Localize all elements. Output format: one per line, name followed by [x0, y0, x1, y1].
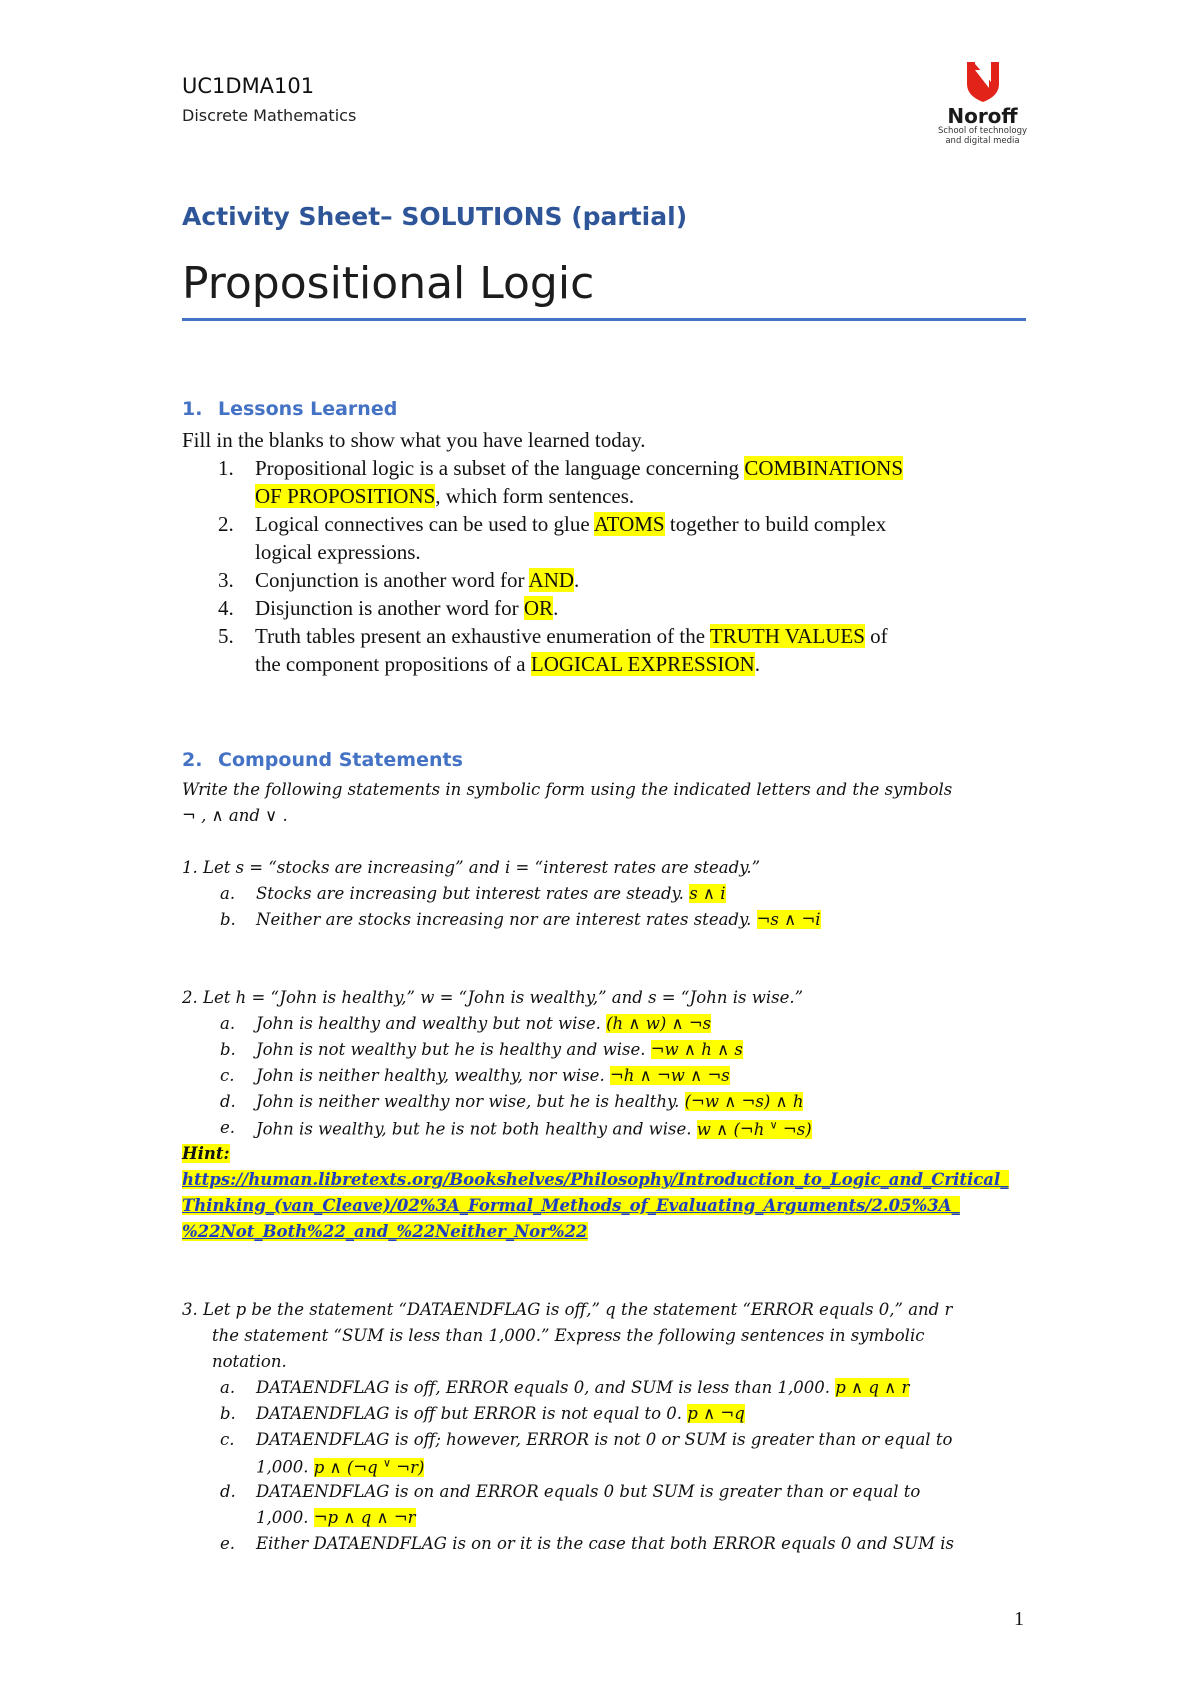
section-2-symbols: ¬ , ∧ and ∨ . [182, 806, 288, 825]
part-text: Neither are stocks increasing nor are interest rates steady. ¬s ∧ ¬i [256, 910, 821, 929]
page-number: 1 [1014, 1608, 1024, 1630]
hint-link[interactable] [182, 1170, 1009, 1189]
section-2-title: Compound Statements [218, 749, 463, 771]
course-code: UC1DMA101 [182, 74, 315, 98]
section-1-intro: Fill in the blanks to show what you have learned today. [182, 428, 646, 452]
part-label: b. [220, 1404, 236, 1423]
part-label: a. [220, 1014, 236, 1033]
part-label: c. [220, 1066, 235, 1085]
answer-highlight: p ∧ (¬q ∨ ¬r) [313, 1456, 425, 1477]
course-name: Discrete Mathematics [182, 106, 357, 125]
title-divider [182, 318, 1026, 321]
part-label: e. [220, 1534, 236, 1553]
item-text: Conjunction is another word for AND. [255, 568, 580, 592]
part-text: 1,000. ¬p ∧ q ∧ ¬r [256, 1508, 416, 1527]
part-label: e. [220, 1118, 236, 1137]
part-label: d. [220, 1482, 236, 1501]
part-text: John is neither wealthy nor wise, but he is healthy. (¬w ∧ ¬s) ∧ h [256, 1092, 804, 1111]
answer-highlight: ¬s ∧ ¬i [756, 910, 821, 929]
noroff-shield-icon [963, 58, 1003, 104]
q3-stem-line-1: 3. Let p be the statement “DATAENDFLAG is off,” q the statement “ERROR equals 0,” and r [182, 1300, 953, 1319]
answer-highlight: OR [523, 596, 554, 620]
logo-tagline-2: and digital media [945, 136, 1020, 146]
section-1-title: Lessons Learned [218, 398, 398, 420]
hint-link-line-2[interactable]: Thinking_(van_Cleave)/02%3A_Formal_Methods_of_Evaluating_Arguments/2.05%3A_ [182, 1196, 960, 1215]
section-2-heading [182, 749, 463, 771]
part-label: a. [220, 1378, 236, 1397]
answer-highlight: OF PROPOSITIONS [255, 484, 436, 508]
answer-highlight: TRUTH VALUES [709, 624, 865, 648]
part-text: John is not wealthy but he is healthy and wise. ¬w ∧ h ∧ s [256, 1040, 743, 1059]
answer-highlight: ¬h ∧ ¬w ∧ ¬s [609, 1066, 730, 1085]
part-text: Stocks are increasing but interest rates are steady. s ∧ i [256, 884, 726, 903]
part-text: DATAENDFLAG is on and ERROR equals 0 but SUM is greater than or equal to [256, 1482, 921, 1501]
answer-highlight: s ∧ i [689, 884, 726, 903]
part-text: Either DATAENDFLAG is on or it is the case that both ERROR equals 0 and SUM is [256, 1534, 954, 1553]
section-1-heading [182, 398, 397, 420]
q2-stem: 2. Let h = “John is healthy,” w = “John is wealthy,” and s = “John is wise.” [182, 988, 804, 1007]
logo-tagline-1: School of technology [937, 126, 1027, 136]
answer-highlight: p ∧ q ∧ r [835, 1378, 910, 1397]
hint-link[interactable] [182, 1196, 960, 1215]
item-number: 3. [218, 568, 234, 592]
item-number: 5. [218, 624, 234, 648]
item-text: Truth tables present an exhaustive enumeration of the TRUTH VALUES of [255, 624, 888, 648]
part-label: b. [220, 910, 236, 929]
answer-highlight: LOGICAL EXPRESSION [530, 652, 755, 676]
section-2-intro: Write the following statements in symbolic form using the indicated letters and the symbols [182, 780, 953, 799]
noroff-logo [925, 58, 1040, 162]
part-text: DATAENDFLAG is off; however, ERROR is not 0 or SUM is greater than or equal to [256, 1430, 953, 1449]
part-text: John is wealthy, but he is not both healthy and wise. w ∧ (¬h ∨ ¬s) [256, 1118, 812, 1139]
answer-highlight: (¬w ∧ ¬s) ∧ h [684, 1092, 804, 1111]
q3-stem-line-2: the statement “SUM is less than 1,000.” Express the following sentences in symbolic [212, 1326, 925, 1345]
answer-highlight: (h ∧ w) ∧ ¬s [606, 1014, 712, 1033]
answer-highlight: ATOMS [593, 512, 665, 536]
logo-brand: Noroff [947, 104, 1018, 128]
item-text: Logical connectives can be used to glue ATOMS together to build complex [255, 512, 887, 536]
part-text: John is healthy and wealthy but not wise. (h ∧ w) ∧ ¬s [256, 1014, 712, 1033]
item-text: logical expressions. [255, 540, 421, 564]
section-1-number: 1. [182, 398, 203, 420]
hint-link-line-1[interactable]: https://human.libretexts.org/Bookshelves/Philosophy/Introduction_to_Logic_and_Critical_ [182, 1170, 1009, 1189]
hint-link-line-3[interactable]: %22Not_Both%22_and_%22Neither_Nor%22 [182, 1222, 588, 1241]
answer-highlight: w ∧ (¬h ∨ ¬s) [696, 1118, 812, 1139]
answer-highlight: COMBINATIONS [744, 456, 903, 480]
main-title: Propositional Logic [182, 258, 595, 309]
sheet-title: Activity Sheet– SOLUTIONS (partial) [182, 202, 688, 231]
answer-highlight: AND [528, 568, 575, 592]
item-text: Disjunction is another word for OR. [255, 596, 559, 620]
item-text: OF PROPOSITIONS, which form sentences. [255, 484, 635, 508]
item-number: 4. [218, 596, 234, 620]
section-2-number: 2. [182, 749, 203, 771]
answer-highlight: p ∧ ¬q [687, 1404, 745, 1423]
item-text: Propositional logic is a subset of the language concerning COMBINATIONS [255, 456, 903, 480]
part-text: John is neither healthy, wealthy, nor wise. ¬h ∧ ¬w ∧ ¬s [256, 1066, 730, 1085]
answer-highlight: ¬w ∧ h ∧ s [650, 1040, 743, 1059]
part-text: 1,000. p ∧ (¬q ∨ ¬r) [256, 1456, 425, 1477]
part-label: a. [220, 884, 236, 903]
q1-stem: 1. Let s = “stocks are increasing” and i = “interest rates are steady.” [182, 858, 760, 877]
hint-link[interactable] [182, 1222, 588, 1241]
part-text: DATAENDFLAG is off, ERROR equals 0, and SUM is less than 1,000. p ∧ q ∧ r [256, 1378, 910, 1397]
answer-highlight: ¬p ∧ q ∧ ¬r [313, 1508, 416, 1527]
q3-stem-line-3: notation. [212, 1352, 287, 1371]
hint-label: Hint: [182, 1144, 230, 1163]
part-text: DATAENDFLAG is off but ERROR is not equal to 0. p ∧ ¬q [256, 1404, 745, 1423]
item-number: 2. [218, 512, 234, 536]
part-label: b. [220, 1040, 236, 1059]
item-text: the component propositions of a LOGICAL EXPRESSION. [255, 652, 760, 676]
item-number: 1. [218, 456, 234, 480]
part-label: c. [220, 1430, 235, 1449]
part-label: d. [220, 1092, 236, 1111]
